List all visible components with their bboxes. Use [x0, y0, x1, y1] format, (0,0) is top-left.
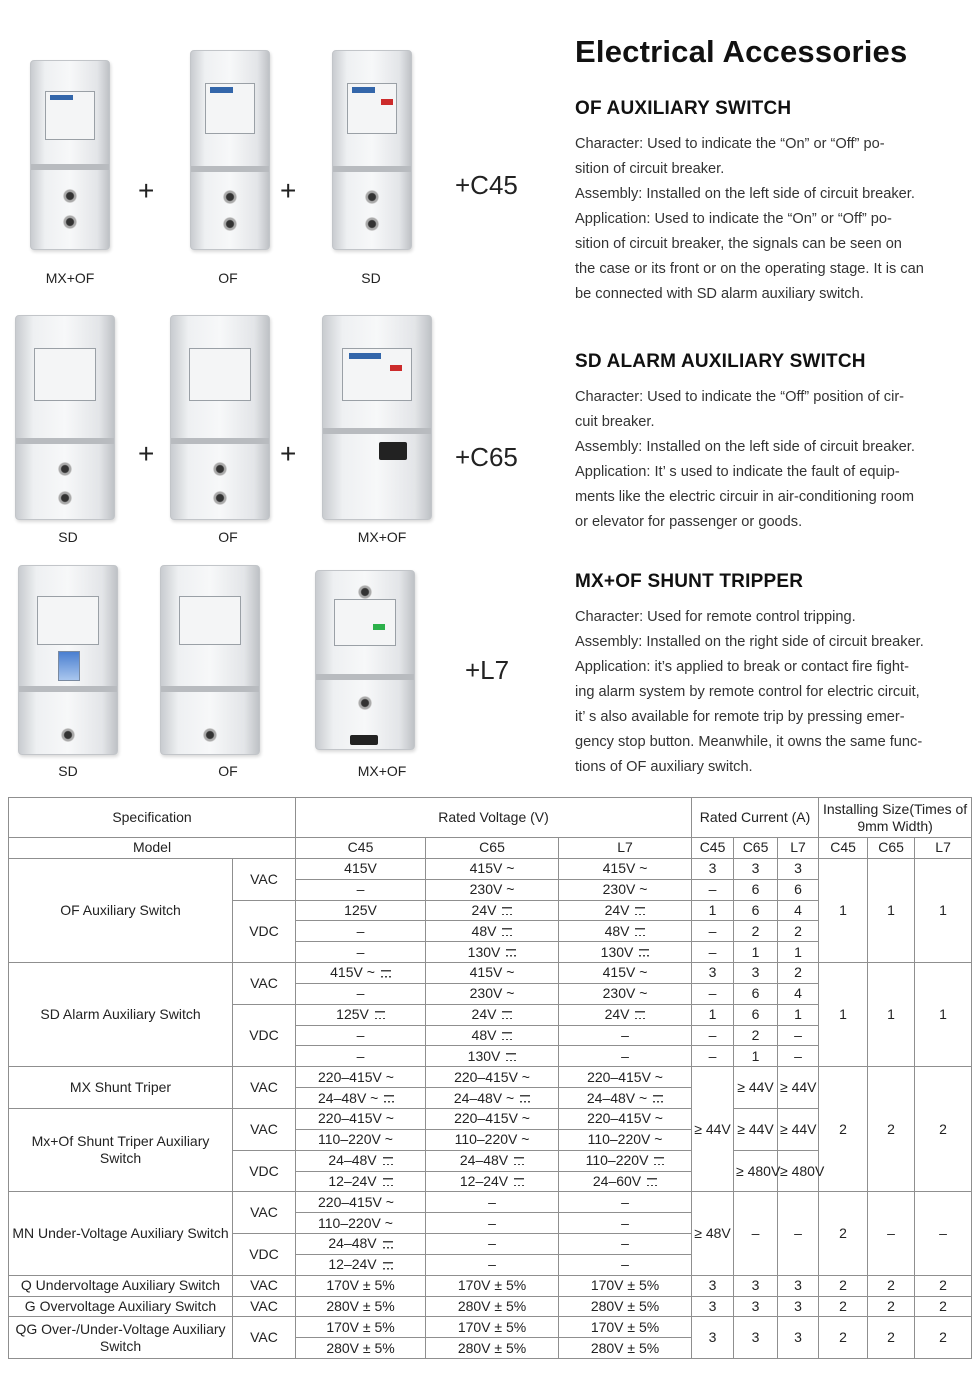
dc-symbol-icon: [635, 1011, 645, 1019]
model-tag-c45: +C45: [455, 170, 518, 200]
cell-text: 415V ~: [330, 964, 375, 981]
cell: 110–220V ~: [426, 1129, 559, 1150]
cell: 170V ± 5%: [426, 1275, 559, 1296]
section-line: Application: Used to indicate the “On” or “Off” po-: [575, 211, 892, 227]
spec-name: QG Over-/Under-Voltage Auxiliary Switch: [9, 1317, 233, 1359]
cell: 230V ~: [426, 983, 559, 1004]
header-c65: C65: [426, 838, 559, 859]
header-c65: C65: [734, 838, 778, 859]
cell: 2: [868, 1275, 915, 1296]
cell: [559, 942, 692, 963]
cell: 415V ~: [559, 963, 692, 984]
section-line: or elevator for passenger or goods.: [575, 514, 803, 530]
cell: 280V ± 5%: [426, 1338, 559, 1359]
cell: [426, 1150, 559, 1171]
cell: –: [692, 983, 734, 1004]
caption-row1-1: MX+OF: [45, 270, 95, 286]
cell: 125V: [296, 900, 426, 921]
cell: –: [296, 1025, 426, 1046]
cell: 110–220V ~: [296, 1213, 426, 1234]
cell: 220–415V ~: [296, 1192, 426, 1213]
table-row: [9, 1275, 972, 1296]
dc-symbol-icon: [514, 1157, 524, 1165]
section-sd-alarm-auxiliary-switch: [575, 351, 967, 535]
spec-name: OF Auxiliary Switch: [9, 858, 233, 962]
cell: –: [296, 983, 426, 1004]
cell: –: [734, 1192, 778, 1275]
cell: 220–415V ~: [426, 1067, 559, 1088]
cell: [559, 1088, 692, 1109]
cell: –: [559, 1213, 692, 1234]
cell-text: 12–24V: [328, 1256, 377, 1273]
dc-symbol-icon: [653, 1095, 663, 1103]
cell: ≥ 44V: [734, 1108, 778, 1150]
cell-text: 48V: [471, 922, 497, 939]
cell: 230V ~: [426, 879, 559, 900]
cell: 1: [734, 1046, 778, 1067]
table-row: [9, 1192, 972, 1213]
cell: 1: [734, 942, 778, 963]
cell-text: 12–24V: [459, 1172, 509, 1189]
cell: ≥ 480V: [778, 1150, 819, 1192]
dc-symbol-icon: [502, 1011, 512, 1019]
cell: 2: [915, 1067, 972, 1192]
page-title: Electrical Accessories: [575, 34, 908, 69]
dc-symbol-icon: [383, 1178, 393, 1186]
cell: –: [426, 1254, 559, 1275]
cell: 280V ± 5%: [426, 1296, 559, 1317]
caption-row3-1: SD: [58, 763, 78, 779]
cell-text: 24V: [604, 1006, 630, 1023]
cell-text: 24–60V: [592, 1172, 642, 1189]
dc-symbol-icon: [520, 1095, 530, 1103]
cell: 6: [734, 900, 778, 921]
type-vdc: VDC: [233, 1234, 296, 1276]
dc-symbol-icon: [506, 949, 516, 957]
device-mx-of-l7: [315, 570, 415, 750]
cell-text: 130V: [467, 1047, 501, 1064]
cell-text: 24–48V ~: [453, 1089, 515, 1106]
cell-text: 130V: [600, 943, 634, 960]
cell: –: [692, 879, 734, 900]
cell: 170V ± 5%: [426, 1317, 559, 1338]
cell: [426, 942, 559, 963]
cell: 2: [734, 921, 778, 942]
plus-sign: +: [138, 438, 155, 469]
device-sd-l7: [18, 565, 118, 755]
cell-text: 24V: [604, 901, 630, 918]
header-installing-size: Installing Size(Times of 9mm Width): [819, 798, 972, 838]
cell: –: [559, 1192, 692, 1213]
cell: 2: [819, 1275, 868, 1296]
caption-row1-3: SD: [361, 270, 381, 286]
section-line: ments like the electric circuir in air-conditioning room: [575, 489, 915, 505]
type-vac: VAC: [233, 1108, 296, 1150]
dc-symbol-icon: [502, 928, 512, 936]
cell: [426, 900, 559, 921]
cell-text: 24–48V: [328, 1235, 377, 1252]
cell: 6: [734, 879, 778, 900]
cell: [296, 1088, 426, 1109]
cell: [296, 1150, 426, 1171]
cell: 6: [734, 1004, 778, 1025]
cell: 3: [778, 1317, 819, 1359]
cell: [559, 1150, 692, 1171]
cell-text: 24V: [471, 901, 497, 918]
section-line: the case or its front or on the operating stage. It is can: [575, 261, 924, 277]
table-row: [9, 1296, 972, 1317]
cell: 1: [819, 858, 868, 962]
caption-row1-2: OF: [218, 270, 238, 286]
section-line: Character: Used for remote control tripping.: [575, 609, 856, 625]
dc-symbol-icon: [375, 1011, 385, 1019]
cell: [426, 1046, 559, 1067]
device-mx-of-c65: [322, 315, 432, 520]
section-line: gency stop button. Meanwhile, it owns the same func-: [575, 734, 923, 750]
dc-symbol-icon: [654, 1157, 664, 1165]
device-sd-c65: [15, 315, 115, 520]
cell: –: [296, 942, 426, 963]
cell: 3: [692, 858, 734, 879]
header-model: Model: [9, 838, 296, 859]
cell: –: [778, 1046, 819, 1067]
spec-name: Q Undervoltage Auxiliary Switch: [9, 1275, 233, 1296]
cell: 2: [915, 1275, 972, 1296]
cell-text: 48V: [471, 1027, 497, 1044]
cell: ≥ 44V: [778, 1108, 819, 1150]
cell: 220–415V ~: [296, 1108, 426, 1129]
cell: [296, 963, 426, 984]
cell: 1: [868, 963, 915, 1067]
cell: [426, 1171, 559, 1192]
cell: –: [426, 1213, 559, 1234]
cell: 2: [868, 1067, 915, 1192]
cell: 3: [778, 858, 819, 879]
caption-row3-2: OF: [218, 763, 238, 779]
cell-text: 24–48V: [459, 1152, 509, 1169]
cell-text: 12–24V: [328, 1172, 377, 1189]
plus-sign: +: [280, 438, 297, 469]
cell: 220–415V ~: [426, 1108, 559, 1129]
cell: 1: [692, 900, 734, 921]
spec-name: Mx+Of Shunt Triper Auxiliary Switch: [9, 1108, 233, 1191]
cell: 1: [915, 858, 972, 962]
cell: 1: [915, 963, 972, 1067]
cell: 3: [734, 1275, 778, 1296]
cell: [296, 1254, 426, 1275]
cell: ≥ 480V: [734, 1150, 778, 1192]
cell: 2: [915, 1317, 972, 1359]
section-heading: SD ALARM AUXILIARY SWITCH: [575, 351, 866, 372]
cell: 110–220V ~: [296, 1129, 426, 1150]
header-specification: Specification: [9, 798, 296, 838]
model-tag-c65: +C65: [455, 442, 518, 472]
cell: –: [296, 879, 426, 900]
section-line: be connected with SD alarm auxiliary switch.: [575, 286, 864, 302]
header-row: [9, 798, 972, 838]
cell: –: [559, 1025, 692, 1046]
cell: –: [692, 1025, 734, 1046]
cell: 3: [734, 1317, 778, 1359]
cell: 6: [778, 879, 819, 900]
dc-symbol-icon: [502, 907, 512, 915]
cell: 415V: [296, 858, 426, 879]
section-heading: MX+OF SHUNT TRIPPER: [575, 571, 804, 592]
section-line: sition of circuit breaker, the signals can be seen on: [575, 236, 902, 252]
cell: ≥ 44V: [734, 1067, 778, 1109]
model-tag-l7: +L7: [465, 655, 510, 685]
table-row: [9, 1067, 972, 1088]
section-line: Character: Used to indicate the “On” or “Off” po-: [575, 136, 885, 152]
cell: 2: [868, 1296, 915, 1317]
cell: 3: [778, 1275, 819, 1296]
cell: 415V ~: [426, 858, 559, 879]
header-row: [9, 838, 972, 859]
header-c45: C45: [819, 838, 868, 859]
header-c65: C65: [868, 838, 915, 859]
cell: –: [559, 1046, 692, 1067]
caption-row2-1: SD: [58, 529, 78, 545]
cell: [296, 1234, 426, 1255]
cell: 280V ± 5%: [296, 1296, 426, 1317]
cell: 6: [734, 983, 778, 1004]
cell: [426, 1004, 559, 1025]
cell: 170V ± 5%: [559, 1275, 692, 1296]
type-vac: VAC: [233, 963, 296, 1005]
cell: 1: [819, 963, 868, 1067]
caption-row2-2: OF: [218, 529, 238, 545]
cell: 2: [819, 1317, 868, 1359]
type-vdc: VDC: [233, 1150, 296, 1192]
header-l7: L7: [915, 838, 972, 859]
product-photos: [0, 0, 560, 790]
cell: 2: [915, 1296, 972, 1317]
cell-text: 24V: [471, 1006, 497, 1023]
section-line: ing alarm system by remote control for electric circuit,: [575, 684, 920, 700]
cell: 170V ± 5%: [559, 1317, 692, 1338]
spec-name: G Overvoltage Auxiliary Switch: [9, 1296, 233, 1317]
header-rated-voltage: Rated Voltage (V): [296, 798, 692, 838]
header-l7: L7: [559, 838, 692, 859]
spec-name: SD Alarm Auxiliary Switch: [9, 963, 233, 1067]
cell: 230V ~: [559, 879, 692, 900]
cell: 4: [778, 983, 819, 1004]
cell: ≥ 44V: [692, 1067, 734, 1192]
device-of-c45: [190, 50, 270, 250]
cell: ≥ 48V: [692, 1192, 734, 1275]
cell: 1: [778, 942, 819, 963]
type-vac: VAC: [233, 1275, 296, 1296]
header-rated-current: Rated Current (A): [692, 798, 819, 838]
cell: –: [778, 1025, 819, 1046]
cell: 3: [692, 1275, 734, 1296]
dc-symbol-icon: [635, 907, 645, 915]
cell-text: 125V: [336, 1006, 369, 1023]
specification-table: [8, 797, 972, 1359]
cell: 1: [778, 1004, 819, 1025]
caption-row2-3: MX+OF: [357, 529, 407, 545]
cell-text: 48V: [604, 922, 630, 939]
cell: 220–415V ~: [559, 1108, 692, 1129]
dc-symbol-icon: [635, 928, 645, 936]
cell-text: 110–220V: [585, 1152, 649, 1169]
dc-symbol-icon: [514, 1178, 524, 1186]
type-vac: VAC: [233, 1192, 296, 1234]
section-mx-of-shunt-tripper: [575, 571, 967, 780]
cell: –: [692, 1046, 734, 1067]
cell: 4: [778, 900, 819, 921]
cell: 1: [868, 858, 915, 962]
cell: –: [692, 921, 734, 942]
section-of-auxiliary-switch: [575, 98, 967, 307]
cell: ≥ 44V: [778, 1067, 819, 1109]
cell: –: [868, 1192, 915, 1275]
cell: 110–220V ~: [559, 1129, 692, 1150]
caption-row3-3: MX+OF: [357, 763, 407, 779]
cell: [426, 921, 559, 942]
cell: [559, 1171, 692, 1192]
cell: 3: [692, 963, 734, 984]
cell: 3: [734, 963, 778, 984]
header-l7: L7: [778, 838, 819, 859]
dc-symbol-icon: [506, 1053, 516, 1061]
type-vac: VAC: [233, 1067, 296, 1109]
cell-text: 24–48V ~: [318, 1089, 379, 1106]
cell: –: [296, 921, 426, 942]
cell: –: [692, 942, 734, 963]
cell: 2: [778, 963, 819, 984]
cell: 280V ± 5%: [559, 1296, 692, 1317]
dc-symbol-icon: [384, 1095, 394, 1103]
device-sd-c45: [332, 50, 412, 250]
device-of-l7: [160, 565, 260, 755]
dc-symbol-icon: [647, 1178, 657, 1186]
cell: –: [426, 1192, 559, 1213]
cell: 2: [778, 921, 819, 942]
cell: 220–415V ~: [296, 1067, 426, 1088]
cell: [559, 1004, 692, 1025]
plus-sign: +: [138, 175, 155, 206]
cell-text: 24–48V ~: [586, 1089, 648, 1106]
header-c45: C45: [296, 838, 426, 859]
spec-name: MN Under-Voltage Auxiliary Switch: [9, 1192, 233, 1275]
dc-symbol-icon: [383, 1241, 393, 1249]
dc-symbol-icon: [502, 1032, 512, 1040]
device-of-c65: [170, 315, 270, 520]
cell: –: [915, 1192, 972, 1275]
cell: –: [559, 1234, 692, 1255]
section-line: cuit breaker.: [575, 414, 655, 430]
cell-text: 24–48V: [328, 1152, 377, 1169]
table-row: [9, 858, 972, 879]
dc-symbol-icon: [381, 970, 391, 978]
cell: 3: [692, 1296, 734, 1317]
section-line: it’ s also available for remote trip by pressing emer-: [575, 709, 905, 725]
cell: [426, 1025, 559, 1046]
section-line: Assembly: Installed on the right side of circuit breaker.: [575, 634, 924, 650]
cell: 415V ~: [559, 858, 692, 879]
cell: 1: [692, 1004, 734, 1025]
cell-text: 130V: [467, 943, 501, 960]
cell: –: [778, 1192, 819, 1275]
spec-name: MX Shunt Triper: [9, 1067, 233, 1109]
section-line: Application: It’ s used to indicate the fault of equip-: [575, 464, 900, 480]
cell: 2: [734, 1025, 778, 1046]
cell: 2: [819, 1067, 868, 1192]
dc-symbol-icon: [383, 1157, 393, 1165]
cell: –: [559, 1254, 692, 1275]
cell: 170V ± 5%: [296, 1275, 426, 1296]
cell: 220–415V ~: [559, 1067, 692, 1088]
cell: [559, 921, 692, 942]
section-line: sition of circuit breaker.: [575, 161, 725, 177]
dc-symbol-icon: [639, 949, 649, 957]
cell: 3: [778, 1296, 819, 1317]
cell: 415V ~: [426, 963, 559, 984]
section-line: Assembly: Installed on the left side of circuit breaker.: [575, 186, 915, 202]
cell: –: [296, 1046, 426, 1067]
section-line: tions of OF auxiliary switch.: [575, 759, 753, 775]
section-line: Assembly: Installed on the left side of circuit breaker.: [575, 439, 915, 455]
table-row: [9, 963, 972, 984]
cell: 2: [868, 1317, 915, 1359]
cell: 2: [819, 1296, 868, 1317]
cell: [296, 1171, 426, 1192]
section-line: Character: Used to indicate the “Off” position of cir-: [575, 389, 905, 405]
cell: [296, 1004, 426, 1025]
device-mx-of-c45: [30, 60, 110, 250]
type-vac: VAC: [233, 1296, 296, 1317]
section-line: Application: it’s applied to break or contact fire fight-: [575, 659, 909, 675]
cell: 280V ± 5%: [296, 1338, 426, 1359]
plus-sign: +: [280, 175, 297, 206]
cell: 170V ± 5%: [296, 1317, 426, 1338]
type-vdc: VDC: [233, 1004, 296, 1067]
cell: 3: [734, 858, 778, 879]
type-vac: VAC: [233, 858, 296, 900]
cell: 3: [734, 1296, 778, 1317]
cell: 3: [692, 1317, 734, 1359]
cell: [559, 900, 692, 921]
type-vac: VAC: [233, 1317, 296, 1359]
section-heading: OF AUXILIARY SWITCH: [575, 98, 792, 119]
cell: 230V ~: [559, 983, 692, 1004]
cell: –: [426, 1234, 559, 1255]
cell: 2: [819, 1192, 868, 1275]
cell: [426, 1088, 559, 1109]
cell: 280V ± 5%: [559, 1338, 692, 1359]
type-vdc: VDC: [233, 900, 296, 963]
dc-symbol-icon: [383, 1262, 393, 1270]
header-c45: C45: [692, 838, 734, 859]
table-row: [9, 1317, 972, 1338]
